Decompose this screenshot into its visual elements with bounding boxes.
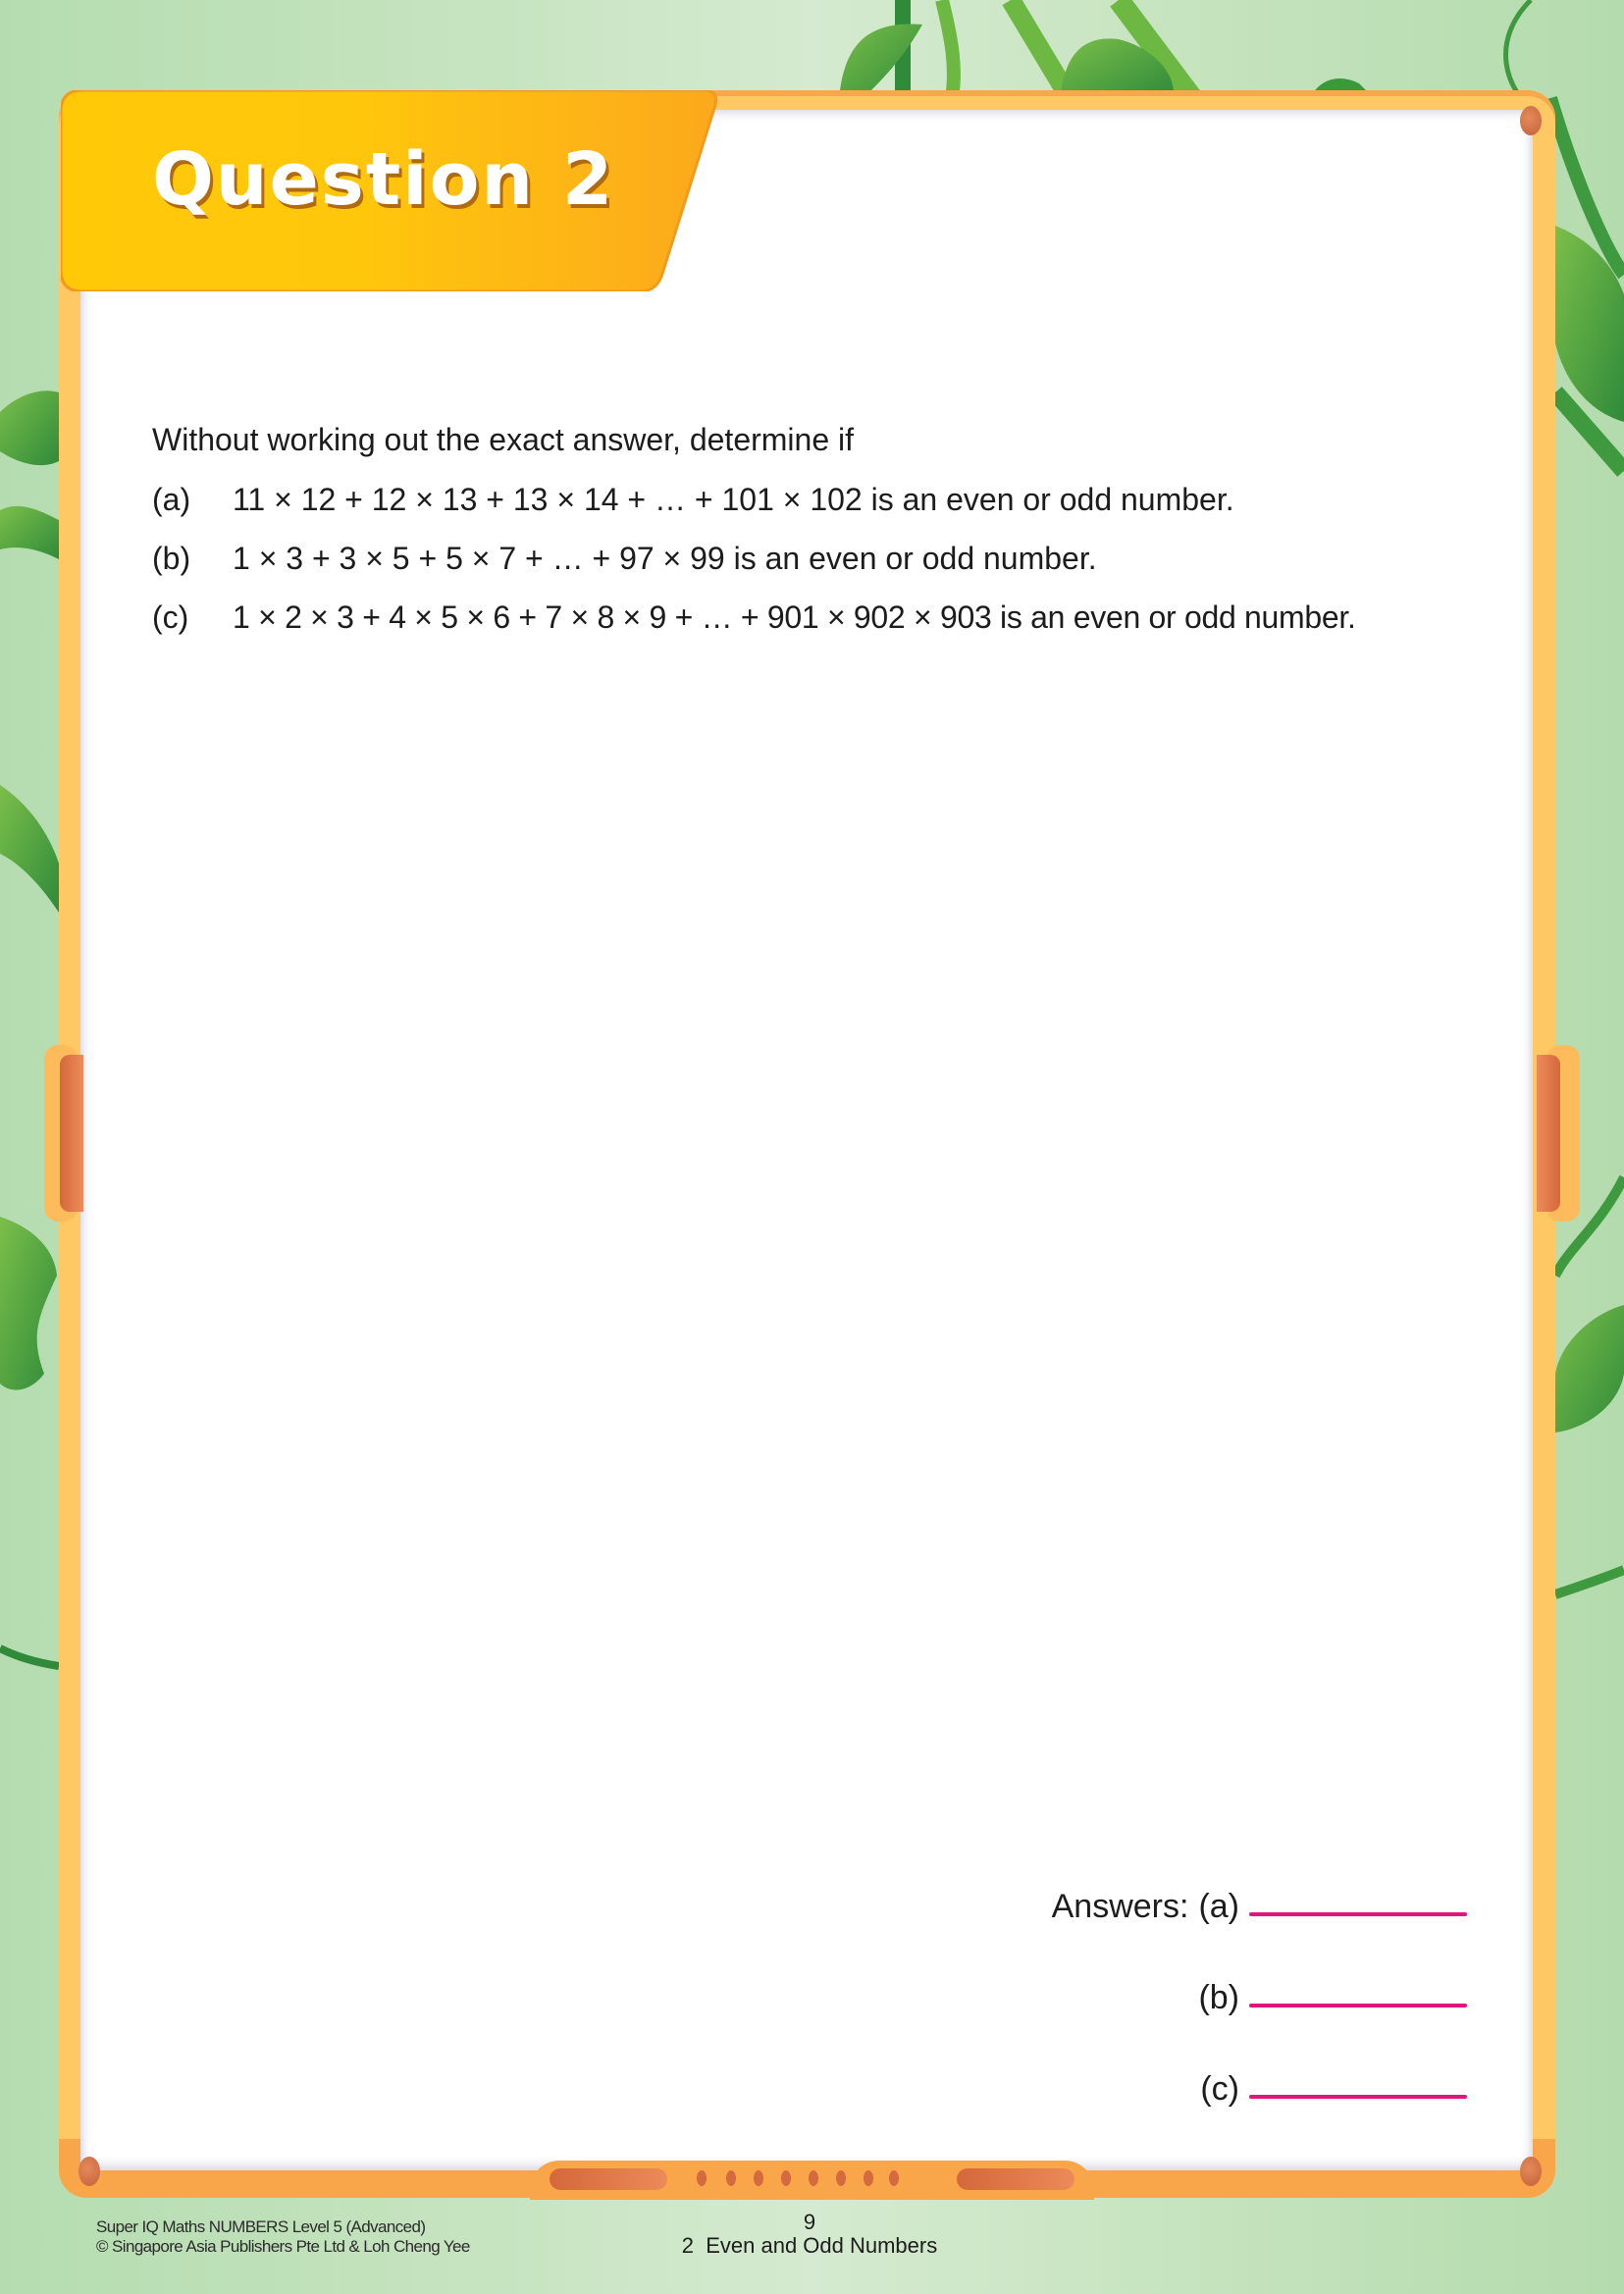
bottom-dot <box>754 2170 763 2186</box>
part-label: (b) <box>152 541 191 576</box>
page-number: 9 <box>803 2210 816 2234</box>
part-label: (c) <box>152 600 189 635</box>
answer-label: (c) <box>1200 2070 1239 2108</box>
part-label: (a) <box>152 482 191 517</box>
bottom-slot-right <box>957 2168 1074 2190</box>
question-part <box>152 480 1526 519</box>
footer-page-info <box>589 2211 1030 2258</box>
answer-label: (a) <box>1198 1888 1239 1925</box>
question-part <box>152 598 1526 637</box>
left-side-grip <box>60 1055 83 1212</box>
bottom-dot <box>726 2170 736 2186</box>
corner-rivet-bottom-right <box>1520 2157 1542 2186</box>
bottom-dot <box>889 2170 899 2186</box>
question-part <box>152 539 1526 578</box>
answer-row-c <box>976 2017 1467 2109</box>
chapter-title: 2 Even and Odd Numbers <box>681 2233 938 2258</box>
answers-section <box>976 1835 1467 2109</box>
corner-rivet-bottom-left <box>79 2157 100 2186</box>
answer-row-b <box>976 1926 1467 2017</box>
book-title: Super IQ Maths NUMBERS Level 5 (Advanced) <box>96 2217 426 2236</box>
answer-line-c[interactable] <box>1249 2095 1467 2099</box>
footer-credits <box>96 2217 470 2257</box>
bottom-dot <box>809 2170 818 2186</box>
question-title: Question 2 <box>152 137 615 222</box>
answers-heading: Answers: <box>1051 1888 1189 1925</box>
part-text: 1 × 3 + 3 × 5 + 5 × 7 + … + 97 × 99 is an even or odd number. <box>233 541 1097 576</box>
question-intro: Without working out the exact answer, determine if <box>152 422 855 457</box>
part-text: 11 × 12 + 12 × 13 + 13 × 14 + … + 101 × 102 is an even or odd number. <box>233 482 1234 517</box>
part-text: 1 × 2 × 3 + 4 × 5 × 6 + 7 × 8 × 9 + … + 901 × 902 × 903 is an even or odd number. <box>233 600 1356 635</box>
corner-rivet-top-right <box>1520 106 1542 135</box>
answer-row-a <box>976 1835 1467 1926</box>
bottom-slot-left <box>550 2168 667 2190</box>
copyright: © Singapore Asia Publishers Pte Ltd & Loh Cheng Yee <box>96 2237 470 2256</box>
bottom-dot <box>697 2170 707 2186</box>
bottom-dot <box>864 2170 873 2186</box>
bottom-dot <box>836 2170 846 2186</box>
question-body <box>152 422 1526 656</box>
bottom-frame-tab <box>530 2161 1094 2200</box>
right-side-grip <box>1537 1055 1560 1212</box>
answer-label: (b) <box>1198 1979 1239 2016</box>
bottom-dot <box>781 2170 791 2186</box>
answer-line-a[interactable] <box>1249 1912 1467 1916</box>
answer-line-b[interactable] <box>1249 2004 1467 2007</box>
